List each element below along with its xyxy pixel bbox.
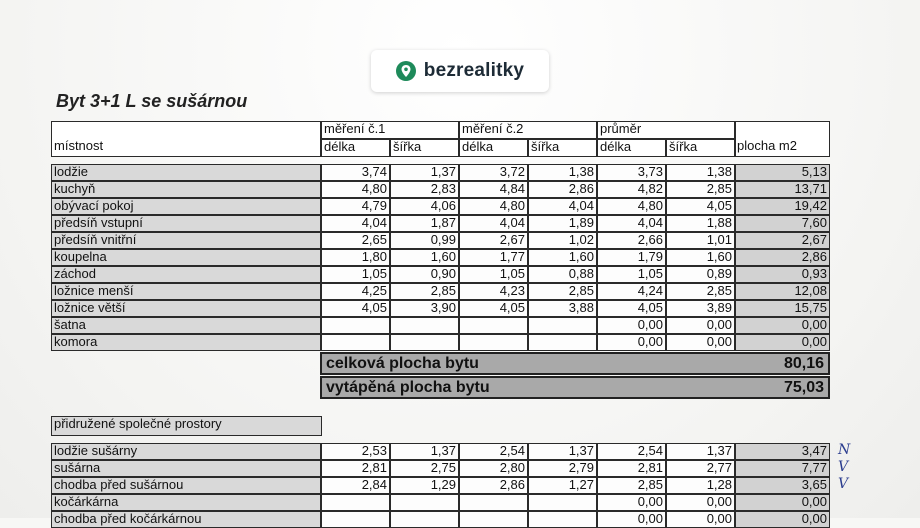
- row-area: 19,42: [735, 198, 830, 215]
- row-value-m1l: 4,80: [321, 181, 390, 198]
- row-value-m1w: 0,99: [390, 232, 459, 249]
- row-value-m1l: 1,05: [321, 266, 390, 283]
- row-value-al: 3,73: [597, 164, 666, 181]
- row-area: 0,00: [735, 334, 830, 351]
- row-value-m2l: [459, 317, 528, 334]
- row-value-m1w: [390, 494, 459, 511]
- row-area: 12,08: [735, 283, 830, 300]
- row-value-m1l: 3,74: [321, 164, 390, 181]
- handwritten-check-mark: N: [838, 442, 851, 458]
- row-value-m1w: 0,90: [390, 266, 459, 283]
- row-value-m2w: [528, 334, 597, 351]
- row-value-m1w: 1,87: [390, 215, 459, 232]
- header-measurement-2: měření č.2: [459, 121, 597, 139]
- row-value-m1w: 1,37: [390, 443, 459, 460]
- row-area: 7,60: [735, 215, 830, 232]
- row-value-m2l: 4,84: [459, 181, 528, 198]
- row-value-aw: 1,01: [666, 232, 735, 249]
- row-room-name: sušárna: [51, 460, 321, 477]
- heated-area-row-value: 75,03: [783, 379, 824, 396]
- row-area: 2,67: [735, 232, 830, 249]
- row-value-al: 4,82: [597, 181, 666, 198]
- row-value-m2w: 3,88: [528, 300, 597, 317]
- row-value-m1w: [390, 511, 459, 528]
- row-value-m2l: 1,05: [459, 266, 528, 283]
- heated-area-row-label: vytápěná plocha bytu: [326, 379, 490, 396]
- row-value-al: 0,00: [597, 511, 666, 528]
- row-value-m1l: [321, 511, 390, 528]
- row-area: 0,00: [735, 494, 830, 511]
- row-area: 0,00: [735, 317, 830, 334]
- row-area: 5,13: [735, 164, 830, 181]
- row-value-aw: 3,89: [666, 300, 735, 317]
- header-room-label: místnost: [54, 139, 104, 153]
- shared-spaces-title: přidružené společné prostory: [51, 416, 322, 436]
- row-room-name: koupelna: [51, 249, 321, 266]
- row-value-m1w: 2,85: [390, 283, 459, 300]
- bezrealitky-logo[interactable]: [371, 50, 549, 92]
- total-area-row-label: celková plocha bytu: [326, 355, 479, 372]
- row-area: 0,93: [735, 266, 830, 283]
- row-value-m2l: 2,80: [459, 460, 528, 477]
- row-value-m2w: [528, 511, 597, 528]
- row-value-aw: 0,00: [666, 511, 735, 528]
- row-room-name: lodžie: [51, 164, 321, 181]
- row-value-m1l: 2,65: [321, 232, 390, 249]
- total-area-row: [320, 352, 830, 375]
- row-value-m1l: [321, 334, 390, 351]
- row-value-m2l: 2,54: [459, 443, 528, 460]
- row-value-m1l: 2,81: [321, 460, 390, 477]
- row-value-m1l: [321, 494, 390, 511]
- handwritten-check-mark: V: [838, 476, 849, 492]
- row-value-m2l: 2,86: [459, 477, 528, 494]
- row-room-name: chodba před sušárnou: [51, 477, 321, 494]
- heated-area-row: [320, 376, 830, 399]
- row-value-aw: 1,88: [666, 215, 735, 232]
- row-value-m2l: [459, 511, 528, 528]
- row-value-aw: 4,05: [666, 198, 735, 215]
- row-value-m1w: [390, 317, 459, 334]
- row-value-m2l: 1,77: [459, 249, 528, 266]
- row-value-m1w: 1,60: [390, 249, 459, 266]
- header-area-label: plocha m2: [737, 139, 797, 153]
- row-value-m2w: 1,89: [528, 215, 597, 232]
- row-value-al: 4,04: [597, 215, 666, 232]
- row-room-name: ložnice větší: [51, 300, 321, 317]
- row-value-al: 2,81: [597, 460, 666, 477]
- row-value-m2w: 1,37: [528, 443, 597, 460]
- row-value-m1l: 4,79: [321, 198, 390, 215]
- row-value-aw: 1,60: [666, 249, 735, 266]
- header-length: délka: [597, 139, 666, 157]
- row-value-m2w: 2,86: [528, 181, 597, 198]
- row-value-aw: 0,00: [666, 317, 735, 334]
- row-value-m1l: 2,84: [321, 477, 390, 494]
- row-area: 13,71: [735, 181, 830, 198]
- row-value-m2l: 2,67: [459, 232, 528, 249]
- header-width: šířka: [528, 139, 597, 157]
- row-value-m1w: 2,75: [390, 460, 459, 477]
- row-value-aw: 1,28: [666, 477, 735, 494]
- row-value-al: 4,24: [597, 283, 666, 300]
- row-value-m1w: 1,29: [390, 477, 459, 494]
- row-value-m1l: 2,53: [321, 443, 390, 460]
- row-value-al: 2,54: [597, 443, 666, 460]
- row-room-name: ložnice menší: [51, 283, 321, 300]
- row-value-m2w: 4,04: [528, 198, 597, 215]
- row-value-m2l: 4,05: [459, 300, 528, 317]
- row-value-aw: 1,37: [666, 443, 735, 460]
- row-value-m2w: [528, 494, 597, 511]
- row-value-al: 2,66: [597, 232, 666, 249]
- logo-text: bezrealitky: [423, 60, 525, 81]
- row-room-name: obývací pokoj: [51, 198, 321, 215]
- row-value-aw: 0,00: [666, 494, 735, 511]
- row-area: 7,77: [735, 460, 830, 477]
- row-room-name: šatna: [51, 317, 321, 334]
- row-value-al: 0,00: [597, 494, 666, 511]
- row-value-m2l: 4,04: [459, 215, 528, 232]
- row-value-m1w: 2,83: [390, 181, 459, 198]
- row-area: 3,47: [735, 443, 830, 460]
- header-width: šířka: [390, 139, 459, 157]
- header-width: šířka: [666, 139, 735, 157]
- row-value-m2w: [528, 317, 597, 334]
- row-value-aw: 2,85: [666, 181, 735, 198]
- total-area-row-value: 80,16: [783, 355, 824, 372]
- row-value-m2l: [459, 494, 528, 511]
- header-length: délka: [459, 139, 528, 157]
- row-room-name: kuchyň: [51, 181, 321, 198]
- row-value-m2l: 3,72: [459, 164, 528, 181]
- row-value-m2w: 2,79: [528, 460, 597, 477]
- row-value-m2w: 1,02: [528, 232, 597, 249]
- header-length: délka: [321, 139, 390, 157]
- row-value-m1w: 1,37: [390, 164, 459, 181]
- row-value-al: 1,79: [597, 249, 666, 266]
- row-value-m1w: 4,06: [390, 198, 459, 215]
- row-value-aw: 2,85: [666, 283, 735, 300]
- row-value-m2w: 1,60: [528, 249, 597, 266]
- row-value-aw: 1,38: [666, 164, 735, 181]
- row-room-name: komora: [51, 334, 321, 351]
- row-value-m1l: 4,05: [321, 300, 390, 317]
- row-room-name: chodba před kočárkárnou: [51, 511, 321, 528]
- row-value-aw: 0,00: [666, 334, 735, 351]
- document-title: Byt 3+1 L se sušárnou: [56, 91, 248, 111]
- row-value-m1w: 3,90: [390, 300, 459, 317]
- row-room-name: předsíň vstupní: [51, 215, 321, 232]
- row-room-name: kočárkárna: [51, 494, 321, 511]
- handwritten-check-mark: V: [838, 459, 849, 475]
- row-area: 2,86: [735, 249, 830, 266]
- row-room-name: lodžie sušárny: [51, 443, 321, 460]
- row-area: 15,75: [735, 300, 830, 317]
- row-value-al: 0,00: [597, 334, 666, 351]
- row-room-name: záchod: [51, 266, 321, 283]
- row-value-m2w: 1,38: [528, 164, 597, 181]
- header-measurement-1: měření č.1: [321, 121, 459, 139]
- row-value-al: 4,80: [597, 198, 666, 215]
- row-value-al: 0,00: [597, 317, 666, 334]
- row-value-m1l: 4,04: [321, 215, 390, 232]
- row-value-m1l: [321, 317, 390, 334]
- row-value-m1l: 4,25: [321, 283, 390, 300]
- location-pin-icon: [396, 61, 416, 81]
- row-area: 0,00: [735, 511, 830, 528]
- row-value-m2w: 2,85: [528, 283, 597, 300]
- row-value-aw: 2,77: [666, 460, 735, 477]
- row-room-name: předsíň vnitřní: [51, 232, 321, 249]
- row-value-m2w: 0,88: [528, 266, 597, 283]
- row-value-m2l: 4,23: [459, 283, 528, 300]
- row-value-al: 2,85: [597, 477, 666, 494]
- row-area: 3,65: [735, 477, 830, 494]
- row-value-m1w: [390, 334, 459, 351]
- row-value-m1l: 1,80: [321, 249, 390, 266]
- header-average: průměr: [597, 121, 735, 139]
- row-value-al: 4,05: [597, 300, 666, 317]
- row-value-m2l: [459, 334, 528, 351]
- row-value-aw: 0,89: [666, 266, 735, 283]
- row-value-al: 1,05: [597, 266, 666, 283]
- row-value-m2w: 1,27: [528, 477, 597, 494]
- row-value-m2l: 4,80: [459, 198, 528, 215]
